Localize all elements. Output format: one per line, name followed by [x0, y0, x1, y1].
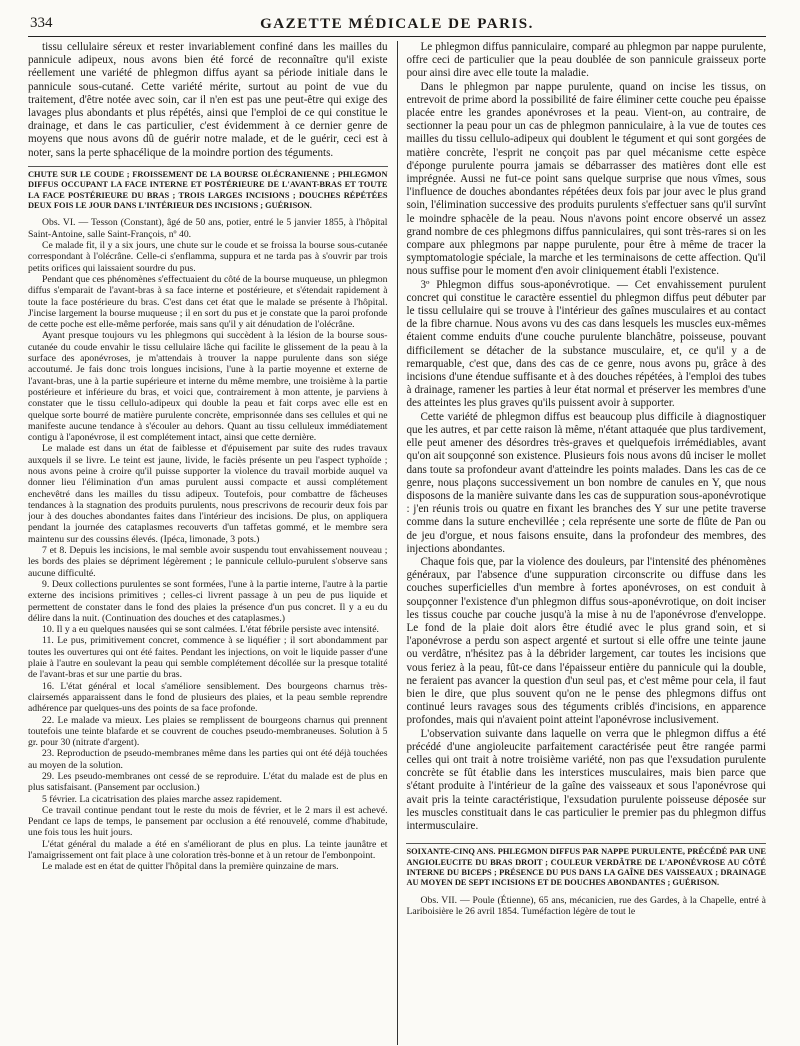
obs-paragraph: 11. Le pus, primitivement concret, commence à se liquéfier ; il sort abondamment par toutes les ouvertures qui ont été faites. Pendant les injections, on voit le liquide passer d'une plaie à l'autre en soulevant la peau qui semble complétement décollée sur la presque totalité de l'avant-bras et sur une partie du bras.	[28, 635, 388, 681]
body-paragraph: Dans le phlegmon par nappe purulente, quand on incise les tissus, on entrevoit de prime abord la possibilité de faire éliminer cette couche peu épaisse placée entre les grandes aponévroses et la peau. Vient-on, au contraire, de sectionner la peau pour un cas de phlegmon panniculaire, à la vue de toutes ces mailles du tissu cellulo-adipeux qui doublent le tégument et qui sont gorgées de matière concrète, l'esprit ne conçoit pas par quel mécanisme cette espèce d'éponge purulente pourra jamais se débarrasser des matières dont elle est imprégnée. Aussi ne fut-ce point sans quelque surprise que nous vîmes, sous l'influence de douches abondantes répétées deux fois par jour avec le plus grand soin, l'élimination successive des produits purulents s'effectuer sans qu'il survînt le moindre sphacèle de la peau. Nous n'avons point encore observé un assez grand nombre de ces phlegmons diffus panniculaires, qui sont très-rares si on les compare aux phlegmons par nappe purulente, pour être à même de tracer la symptomatologie spéciale, la marche et les terminaisons de cette affection. Qu'il nous suffise pour le moment d'en avoir cliniquement établi l'existence.	[406, 80, 766, 278]
left-intro-paragraph: tissu cellulaire séreux et rester invariablement confiné dans les mailles du pannicule adipeux, nous avons bien été forcé de reconnaître qu'il existe réellement une variété de phlegmon diffus ayant sa période initiale dans le pannicule sous-cutané. Cette variété mérite, surtout au point de vue du traitement, d'être notée avec soin, car il n'en est pas une peut-être qui exige des lavages plus abondants et plus répétés, ainsi que l'emploi de ce qui constitue le drainage, et dans le cas particulier, c'est évidemment à ce dernier genre de moyens que nous avons dû de guérir notre malade, et de le guérir, ceci est à noter, sans la perte sphacélique de la moindre portion des téguments.	[28, 41, 388, 159]
obs-paragraph: Le malade est dans un état de faiblesse et d'épuisement par suite des rudes travaux auxquels il se livre. Le teint est jaune, livide, le faciès présente un peu l'aspect typhoïde ; nous avons peine à croire qu'il puisse supporter la violence du travail morbide auquel va donner lieu l'élimination d'un amas purulent aussi compacte et aussi complétement enchevêtré dans les mailles du tissu adipeux. Toutefois, pour combattre de fâcheuses tendances à la stagnation des produits purulents, nous prescrivons de recourir deux fois par jour à des douches abondantes faites dans l'intérieur des incisions. De plus, on appliquera pendant la journée des cataplasmes recouverts d'un taffetas gommé, et le membre sera maintenu sur des coussins élevés. (Ipéca, limonade, 3 pots.)	[28, 443, 388, 545]
column-divider	[397, 41, 398, 1045]
body-paragraph: Le phlegmon diffus panniculaire, comparé au phlegmon par nappe purulente, offre ceci de particulier que la peau doublée de son pannicule graisseux porte pour ainsi dire avec elle toute la maladie.	[406, 41, 766, 80]
obs-paragraph: 10. Il y a eu quelques nausées qui se sont calmées. L'état fébrile persiste avec intensité.	[42, 624, 379, 636]
obs-paragraph: 22. Le malade va mieux. Les plaies se remplissent de bourgeons charnus qui prennent toutefois une teinte blafarde et se couvrent de couches pseudo-membraneuses. Solution à 5 gr. pour 30 (nitrate d'argent).	[28, 714, 388, 749]
obs-paragraph: Obs. VI. — Tesson (Constant), âgé de 50 ans, potier, entré le 5 janvier 1855, à l'hôpital Saint-Antoine, salle Saint-François, nº 40.	[28, 217, 388, 240]
obs-paragraph: Ce travail continue pendant tout le reste du mois de février, et le 2 mars il est achevé. Pendant ce laps de temps, le pansement par occlusion a été renouvelé, comme d'habitude, une fois tous les huit jours.	[28, 804, 388, 839]
obs-paragraph: Le malade est en état de quitter l'hôpital dans la première quinzaine de mars.	[42, 861, 339, 873]
right-column	[406, 41, 766, 1045]
page-header	[28, 10, 766, 37]
obs-paragraph: 23. Reproduction de pseudo-membranes même dans les parties qui ont été déjà touchées au moyen de la solution.	[28, 748, 388, 771]
body-paragraph: Chaque fois que, par la violence des douleurs, par l'intensité des phénomènes généraux, par l'absence d'une suppuration circonscrite ou diffuse dans les couches superficielles d'un membre à fortes aponévroses, on est conduit à soupçonner l'existence d'un phlegmon diffus sous-aponévrotique, on doit inciser les tissus couche par couche jusqu'à la mise à nu de l'aponévrose d'enveloppe. Le fond de la plaie doit alors être étudié avec le plus grand soin, et si l'aponévrose a perdu son aspect argenté et surtout si elle offre une teinte jaune ou verdâtre, n'hésitez pas à la débrider largement, car toutes les incisions que vous feriez à la peau, fût-ce dans l'épaisseur entière du pannicule qui la double, ne feraient pas avancer la question d'un seul pas, et c'est même pour cela, il faut bien le dire, que plus souvent qu'on ne le pense des phlegmons diffus ont continué leurs ravages sous des téguments criblés d'incisions, en apparence profondes, mais qui n'avaient point atteint l'aponévrose inclusivement.	[406, 555, 766, 727]
obs-paragraph: Obs. VII. — Poule (Étienne), 65 ans, mécanicien, rue des Gardes, à la Chapelle, entré à Lariboisière le 26 avril 1854. Tuméfaction légère de tout le	[406, 894, 766, 918]
obs-paragraph: 9. Deux collections purulentes se sont formées, l'une à la partie interne, l'autre à la partie externe des incisions primitives ; celles-ci livrent passage à un peu de pus liquide et permettent de constater dans le fond des plaies la présence d'un pus concret. Il y a eu du délire dans la nuit. (Continuation des douches et des cataplasmes.)	[28, 578, 388, 624]
body-paragraph: 3º Phlegmon diffus sous-aponévrotique. — Cet envahissement purulent concret qui constitue le caractère essentiel du phlegmon diffus peut débuter par le tissu cellulaire qui se trouve à l'intérieur des gaînes musculaires et au contact de la fibre charnue. Nous avons vu des cas dans lesquels les muscles eux-mêmes étaient comme enduits d'une couche purulente blanchâtre, poisseuse, pouvant difficilement se détacher de la substance musculaire, et, ce qu'il y a de remarquable, c'est que, dans des cas de ce genre, nous avons pu, grâce à des incisions d'une étendue suffisante et à des douches répétées, à l'emploi des tubes à drainage, ramener les parties à leur état normal et préserver les membres d'une des atteintes les plus graves qu'ils puissent avoir à supporter.	[406, 278, 766, 410]
body-paragraph: Cette variété de phlegmon diffus est beaucoup plus difficile à diagnostiquer que les autres, et par cette raison là même, n'étant attaquée que plus tardivement, elle peut amener des désordres très-graves et quelquefois irrémédiables, avant qu'on ait soupçonné son existence. Plusieurs fois nous avons dû inciser le mollet dans toute sa profondeur avant d'atteindre les points malades. Dans les cas de ce genre, nous plaçons successivement un bon nombre de canules en Y, que nous disposons de la manière suivante dans les cas de suppuration sous-aponévrotique : j'en réunis trois ou quatre en fixant les branches des Y sur une petite traverse comme dans la suture enchevillée ; cela représente une sorte de flûte de Pan ou de jeu d'orgue, et nous faisons ensuite, dans la profondeur des membres, des injections abondantes.	[406, 410, 766, 555]
obs-paragraph: 29. Les pseudo-membranes ont cessé de se reproduire. L'état du malade est de plus en plus satisfaisant. (Pansement par occlusion.)	[28, 771, 388, 794]
obs-paragraph: L'état général du malade a été en s'améliorant de plus en plus. La teinte jaunâtre et l'amaigrissement ont fait place à une coloration très-bonne et à un retour de l'embonpoint.	[28, 838, 388, 862]
left-column	[28, 41, 388, 1045]
observation-heading: CHUTE SUR LE COUDE ; FROISSEMENT DE LA BOURSE OLÉCRANIENNE ; PHLEGMON DIFFUS OCCUPANT LA FACE INTERNE ET POSTÉRIEURE DE L'AVANT-BRAS ET TOUTE LA FACE POSTÉRIEURE DU BRAS ; TROIS LARGES INCISIONS ; DOUCHES RÉPÉTÉES DEUX FOIS LE JOUR DANS L'INTÉRIEUR DES INCISIONS ; GUÉRISON.	[28, 166, 388, 212]
obs-paragraph: 16. L'état général et local s'améliore sensiblement. Des bourgeons charnus très-clairsemés apparaissent dans le fond de plusieurs des plaies, et la peau semble reprendre adhérence par quelques-uns des points de sa face profonde.	[28, 680, 388, 715]
obs-paragraph: 5 février. La cicatrisation des plaies marche assez rapidement.	[42, 793, 282, 805]
page-number: 334	[30, 15, 53, 31]
text-columns	[28, 41, 766, 1045]
journal-title: GAZETTE MÉDICALE DE PARIS.	[260, 16, 534, 32]
observation-heading: SOIXANTE-CINQ ANS. PHLEGMON DIFFUS PAR NAPPE PURULENTE, PRÉCÉDÉ PAR UNE ANGIOLEUCITE DU BRAS DROIT ; COULEUR VERDÂTRE DE L'APONÉVROSE AU CÔTÉ INTERNE DU BICEPS ; PRÉSENCE DU PUS DANS LA GAÎNE DES VAISSEAUX ; DRAINAGE AU MOYEN DE SEPT INCISIONS ET DE DOUCHES ABONDANTES ; GUÉRISON.	[406, 843, 766, 889]
body-paragraph: L'observation suivante dans laquelle on verra que le phlegmon diffus a été précédé d'une angioleucite parfaitement caractérisée peut être rangée parmi celles qui ont trait à notre troisième variété, non pas que l'exsudation purulente concrète se fût établie dans les interstices musculaires, mais bien parce que s'étant produite à l'intérieur de la gaîne des vaisseaux et sous l'aponévrose qui avait pris la teinte caractéristique, l'exsudation purulente poisseuse déposée sur les muscles constituait dans le cas particulier le premier pas du phlegmon diffus intermusculaire.	[406, 727, 766, 832]
obs-paragraph: Ce malade fit, il y a six jours, une chute sur le coude et se froissa la bourse sous-cutanée correspondant à l'olécrâne. Celle-ci s'enflamma, suppura et ne tarda pas à s'ouvrir par trois petits orifices qui laissaient sourdre du pus.	[28, 240, 388, 274]
obs-paragraph: 7 et 8. Depuis les incisions, le mal semble avoir suspendu tout envahissement nouveau ; les bords des plaies se dépriment légèrement ; le pannicule cellulo-purulent s'observe sans aucune difficulté.	[28, 545, 388, 579]
obs-paragraph: Pendant que ces phénomènes s'effectuaient du côté de la bourse muqueuse, un phlegmon diffus s'emparait de l'avant-bras à sa face interne et postérieure, et s'étendait rapidement à toute la face postérieure du bras. C'est dans cet état que le malade se présente à l'hôpital. J'incise largement la bourse muqueuse ; il en sort du pus et je constate que la paroi profonde de cette poche est elle-même perforée, mais sans qu'il y ait dénudation de l'olécrâne.	[28, 273, 388, 331]
obs-paragraph: Ayant presque toujours vu les phlegmons qui succèdent à la lésion de la bourse sous-cutanée du coude envahir le tissu cellulaire lâche qui facilite le glissement de la peau à la surface des aponévroses, je m'attendais à trouver la nappe purulente dans son siége accoutumé. Je fais donc trois longues incisions, l'une à la partie moyenne et externe de l'avant-bras, une à la partie supérieure et interne du même membre, une troisième à la partie postérieure et inférieure du bras, et voici que, contrairement à mon attente, je parviens à constater que le tissu cellulo-adipeux qui double la peau et fait corps avec elle est en quelque sorte bourré de matière purulente concrète, emprisonnée dans ses cellules et qui ne manifeste aucune tendance à s'écouler au dehors. Quant au tissu celluleux immédiatement contigu à l'aponévrose, il est complétement intact, ainsi que cette dernière.	[28, 330, 388, 444]
